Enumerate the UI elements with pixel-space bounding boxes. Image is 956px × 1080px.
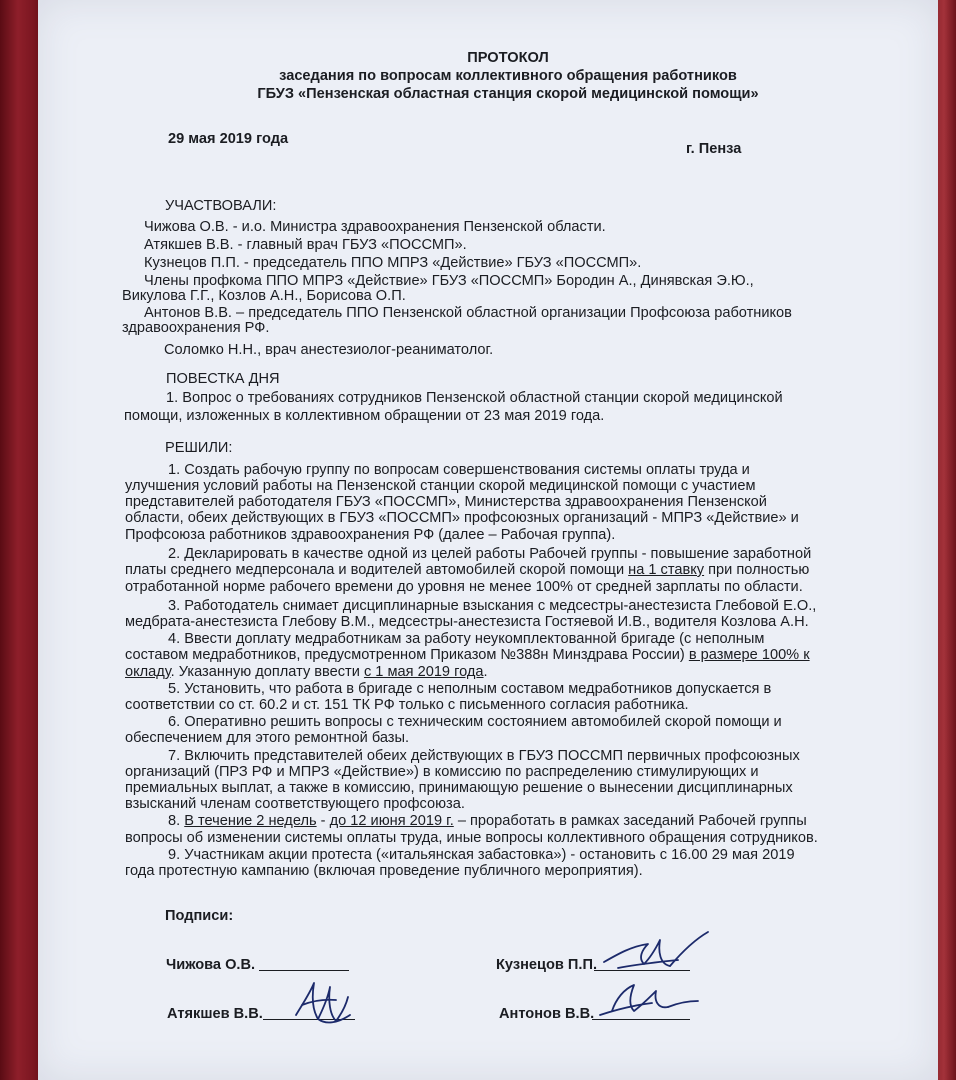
handwritten-signature-kuznetsov: [598, 928, 718, 978]
underlined-text: на 1 ставку: [628, 562, 705, 578]
decision-item-6-line: 6. Оперативно решить вопросы с техническим состоянием автомобилей скорой помощи и: [168, 714, 782, 730]
signatory-name: Антонов В.В.: [499, 1006, 595, 1022]
decision-item-1-line: области, обеих действующих в ГБУЗ «ПОССМП» профсоюзных организаций - МПРЗ «Действие» и: [125, 510, 799, 526]
underlined-text: в размере 100% к: [688, 647, 810, 663]
decision-item-7-line: взысканий членам соответствующего профсоюза.: [125, 796, 465, 812]
participant-line: здравоохранения РФ.: [122, 320, 270, 336]
underlined-text: В течение 2 недель: [184, 813, 317, 829]
participants-heading: УЧАСТВОВАЛИ:: [165, 198, 277, 214]
participant-line: Антонов В.В. – председатель ППО Пензенской областной организации Профсоюза работников: [144, 305, 792, 321]
participant-line: Кузнецов П.П. - председатель ППО МПРЗ «Действие» ГБУЗ «ПОССМП».: [144, 255, 642, 271]
decision-item-8-line: 8. В течение 2 недель - до 12 июня 2019 г. – проработать в рамках заседаний Рабочей группы: [168, 813, 807, 829]
decision-item-5-line: соответствии со ст. 60.2 и ст. 151 ТК РФ только с письменного согласия работника.: [125, 697, 689, 713]
decision-item-5-line: 5. Установить, что работа в бригаде с неполным составом медработников допускается в: [168, 681, 772, 697]
signatory-name: Кузнецов П.П.: [496, 957, 598, 973]
handwritten-signature-atyakshev: [288, 975, 358, 1035]
decision-item-4-line: 4. Ввести доплату медработникам за работу неукомплектованной бригаде (с неполным: [168, 631, 765, 647]
decision-item-1-line: 1. Создать рабочую группу по вопросам совершенствования системы оплаты труда и: [168, 462, 750, 478]
decision-item-9-line: 9. Участникам акции протеста («итальянская забастовка») - остановить с 16.00 29 мая 2019: [168, 847, 795, 863]
participant-line: Викулова Г.Г., Козлов А.Н., Борисова О.П.: [122, 288, 406, 304]
decision-item-3-line: 3. Работодатель снимает дисциплинарные взыскания с медсестры-анестезиста Глебовой Е.О.,: [168, 598, 817, 614]
decision-item-7-line: премиальных выплат, а также в комиссию, принимающую решение о вынесении дисциплинарных: [125, 780, 793, 796]
meeting-date: 29 мая 2019 года: [168, 131, 289, 147]
decision-item-3-line: медбрата-анестезиста Глебову В.М., медсестры-анестезиста Гостяевой И.В., водителя Козлова А.Н.: [125, 614, 809, 630]
participant-line: Атякшев В.В. - главный врач ГБУЗ «ПОССМП».: [144, 237, 467, 253]
decision-item-9-line: года протестную кампанию (включая проведение публичного мероприятия).: [125, 863, 643, 879]
meeting-city: г. Пенза: [686, 141, 742, 157]
decision-item-1-line: улучшения условий работы на Пензенской станции скорой медицинской помощи с участием: [125, 478, 756, 494]
underlined-text: с 1 мая 2019 года: [363, 664, 484, 680]
decision-item-2-line: отработанной норме рабочего времени до уровня не менее 100% от средней зарплаты по области.: [125, 579, 803, 595]
handwritten-signature-antonov: [594, 975, 704, 1025]
decision-item-1-line: Профсоюза работников здравоохранения РФ (далее – Рабочая группа).: [125, 527, 616, 543]
agenda-line: 1. Вопрос о требованиях сотрудников Пензенской областной станции скорой медицинской: [166, 390, 783, 406]
signatory-name: Чижова О.В.: [166, 957, 256, 973]
decision-item-2-line: платы среднего медперсонала и водителей автомобилей скорой помощи на 1 ставку при полностью: [125, 562, 810, 578]
decision-item-7-line: организаций (ПРЗ РФ и МПРЗ «Действие») в комиссию по распределению стимулирующих и: [125, 764, 759, 780]
agenda-line: помощи, изложенных в коллективном обращении от 23 мая 2019 года.: [124, 408, 605, 424]
decision-item-1-line: представителей работодателя ГБУЗ «ПОССМП», Министерства здравоохранения Пензенской: [125, 494, 767, 510]
decisions-heading: РЕШИЛИ:: [165, 440, 233, 456]
participant-line: Чижова О.В. - и.о. Министра здравоохранения Пензенской области.: [144, 219, 606, 235]
agenda-heading: ПОВЕСТКА ДНЯ: [166, 371, 280, 387]
decision-item-4-line: составом медработников, предусмотренном Приказом №388н Минздрава России) в размере 100% к: [125, 647, 810, 663]
underlined-text: до 12 июня 2019 г.: [329, 813, 454, 829]
signatory-name: Атякшев В.В.: [167, 1006, 263, 1022]
signature-line: [259, 970, 349, 971]
participant-line: Члены профкома ППО МПРЗ «Действие» ГБУЗ «ПОССМП» Бородин А., Динявская Э.Ю.,: [144, 273, 754, 289]
participant-line: Соломко Н.Н., врач анестезиолог-реаниматолог.: [164, 342, 494, 358]
signatures-heading: Подписи:: [165, 908, 234, 924]
document-subtitle-1: заседания по вопросам коллективного обращения работников: [279, 68, 737, 84]
decision-item-2-line: 2. Декларировать в качестве одной из целей работы Рабочей группы - повышение заработной: [168, 546, 812, 562]
decision-item-7-line: 7. Включить представителей обеих действующих в ГБУЗ ПОССМП первичных профсоюзных: [168, 748, 800, 764]
decision-item-6-line: обеспечением для этого ремонтной базы.: [125, 730, 410, 746]
protocol-document: [38, 0, 938, 1080]
decision-item-8-line: вопросы об изменении системы оплаты труда, иные вопросы коллективного обращения сотрудников.: [125, 830, 818, 846]
document-subtitle-2: ГБУЗ «Пензенская областная станция скорой медицинской помощи»: [257, 86, 759, 102]
underlined-text: окладу: [125, 664, 171, 680]
decision-item-4-line: окладу. Указанную доплату ввести с 1 мая 2019 года.: [125, 664, 488, 680]
document-title: ПРОТОКОЛ: [467, 50, 549, 66]
